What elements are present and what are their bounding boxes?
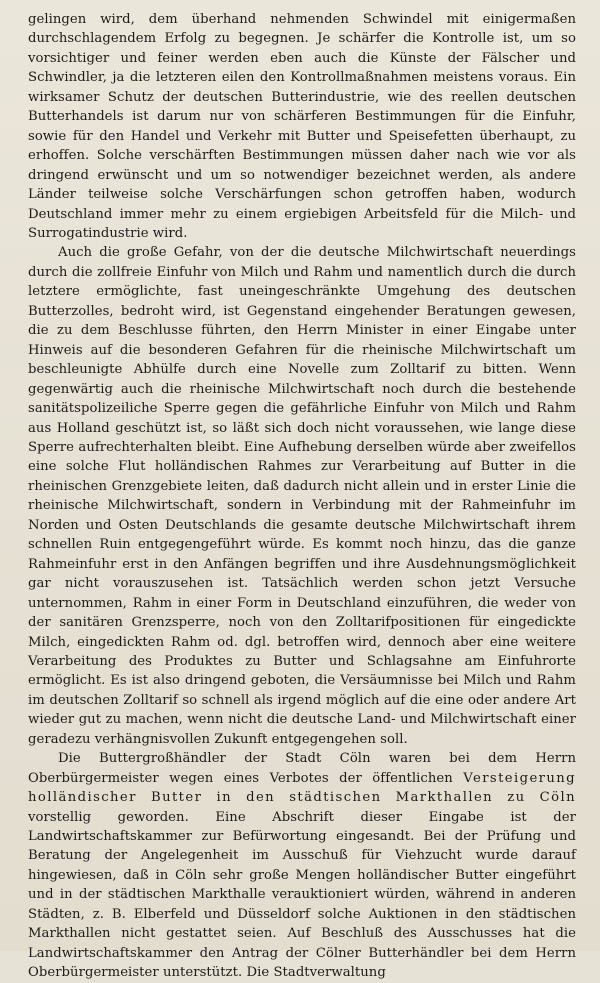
paragraph-3-run-1: Die Buttergroßhändler der Stadt Cöln waren bei dem Herrn Oberbürgermeister wegen eines Verbotes der öffentlichen xyxy=(28,751,576,786)
paragraph-2: Auch die große Gefahr, von der die deutsche Milchwirtschaft neuerdings durch die zollfreie Einfuhr von Milch und Rahm und namentlich durch die durch letztere ermöglichte, fast uneingeschränkte Umgehung des deutschen Butterzolles, bedroht wird, ist Gegenstand eingehender Beratungen gewesen, die zu dem Beschlusse führten, den Herrn Minister in einer Eingabe unter Hinweis auf die besonderen Gefahren für die rheinische Milchwirtschaft um beschleunigte Abhülfe durch eine Novelle zum Zolltarif zu bitten. Wenn gegenwärtig auch die rheinische Milchwirtschaft noch durch die bestehende sanitätspolizeiliche Sperre gegen die gefährliche Einfuhr von Milch und Rahm aus Holland geschützt ist, so läßt sich doch nicht voraussehen, wie lange diese Sperre aufrechterhalten bleibt. Eine Aufhebung derselben würde aber zweifellos eine solche Flut holländischen Rahmes zur Verarbeitung auf Butter in die rheinischen Grenzgebiete leiten, daß dadurch nicht allein und in erster Linie die rheinische Milchwirtschaft, sondern in Verbindung mit der Rahmeinfuhr im Norden und Osten Deutschlands die gesamte deutsche Milchwirtschaft ihrem schnellen Ruin entgegengeführt würde. Es kommt noch hinzu, das die ganze Rahmeinfuhr erst in den Anfängen begriffen und ihre Ausdehnungsmöglichkeit gar nicht vorauszusehen ist. Tatsächlich werden schon jetzt Versuche unternommen, Rahm in einer Form in Deutschland einzuführen, die weder von der sanitären Grenzsperre, noch von den Zolltarifpositionen für eingedickte Milch, eingedickten Rahm od. dgl. betroffen wird, dennoch aber eine weitere Verarbeitung des Produktes zu Butter und Schlagsahne am Einfuhrorte ermöglicht. Es ist also dringend geboten, die Versäumnisse bei Milch und Rahm im deutschen Zolltarif so schnell als irgend möglich auf die eine oder andere Art wieder gut zu machen, wenn nicht die deutsche Land- und Milchwirtschaft einer geradezu verhängnisvollen Zukunft entgegengehen soll. xyxy=(28,245,576,747)
body-text-column xyxy=(28,10,576,983)
paragraph-1: gelingen wird, dem überhand nehmenden Schwindel mit einigermaßen durchschlagendem Erfolg zu begegnen. Je schärfer die Kontrolle ist, um so vorsichtiger und feiner werden eben auch die Künste der Fälscher und Schwindler, ja die letzteren eilen den Kontrollmaßnahmen meistens voraus. Ein wirksamer Schutz der deutschen Butterindustrie, wie des reellen deutschen Butterhandels ist darum nur von schärferen Bestimmungen für die Einfuhr, sowie für den Handel und Verkehr mit Butter und Speisefetten überhaupt, zu erhoffen. Solche verschärften Bestimmungen müssen daher nach wie vor als dringend erwünscht und um so notwendiger bezeichnet werden, als andere Länder teilweise solche Verschärfungen schon getroffen haben, wodurch Deutschland immer mehr zu einem ergiebigen Arbeitsfeld für die Milch- und Surrogatindustrie wird. xyxy=(28,12,576,241)
paragraph-3 xyxy=(28,749,576,982)
paragraph-3-emphasis: Versteigerung holländischer Butter in den städtischen Markthallen zu Cöln xyxy=(28,770,576,806)
paragraph-3-run-3: vorstellig geworden. Eine Abschrift dieser Eingabe ist der Landwirtschaftskammer zur Befürwortung eingesandt. Bei der Prüfung und Beratung der Angelegenheit im Ausschuß für Viehzucht wurde darauf hingewiesen, daß in Cöln sehr große Mengen holländischer Butter eingeführt und in der städtischen Markthalle verauktioniert würden, während in anderen Städten, z. B. Elberfeld und Düsseldorf solche Auktionen in den städtischen Markthallen nicht gestattet seien. Auf Beschluß des Ausschusses hat die Landwirtschaftskammer den Antrag der Cölner Butterhändler bei dem Herrn Oberbürgermeister unterstützt. Die Stadtverwaltung xyxy=(28,809,576,981)
